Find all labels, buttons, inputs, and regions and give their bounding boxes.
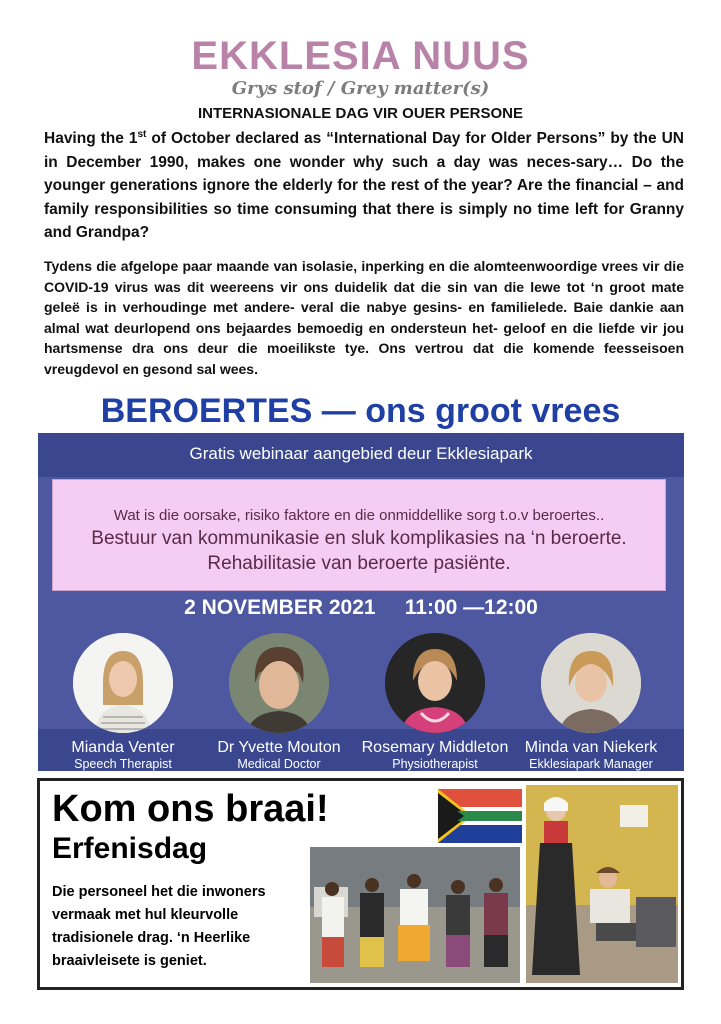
speaker-name: Minda van Niekerk [524,739,658,756]
intro-english-pre: Having the 1 [44,130,138,147]
webinar-topic: Bestuur van kommunikasie en sluk komplikasies na ‘n beroerte. [91,528,627,549]
intro-english-post: of October declared as “International Day for Older Persons” by the UN in December 1990, makes one wonder why such a day was neces-sary… Do the younger generations ignore the elderly for the rest of the year? Are the financial – and family responsibilities so time consuming that there is simply no time left for Granny and Grandpa? [44,130,684,241]
heritage-title: Kom ons braai! [52,788,329,830]
speaker-photo [385,633,485,733]
south-africa-flag-icon [438,789,522,843]
speaker-name: Mianda Venter [71,739,175,756]
speaker-photo [541,633,641,733]
couple-photo-icon [526,785,678,983]
webinar-date: 2 NOVEMBER 2021 [184,596,376,619]
webinar-time: 11:00 —12:00 [404,596,538,619]
speaker-role: Ekklesiapark Manager [529,757,653,771]
newsletter-subtitle: Grys stof / Grey matter(s) [231,78,490,99]
heritage-day-box [37,778,684,990]
speaker-role: Speech Therapist [74,757,172,771]
speaker-card [516,633,666,771]
speaker-portrait-icon [229,633,329,733]
staff-traditional-dress-photo [310,847,520,983]
speaker-role: Physiotherapist [392,757,478,771]
webinar-banner [38,433,684,771]
speaker-name: Rosemary Middleton [361,739,509,756]
heritage-body: Die personeel het die inwoners vermaak met hul kleurvolle tradisionele drag. ‘n Heerlike braaivleisete is geniet. [52,884,266,969]
speaker-portrait-icon [385,633,485,733]
intro-english-sup: st [137,128,147,140]
speaker-card [204,633,354,771]
intro-afrikaans-paragraph: Tydens die afgelope paar maande van isolasie, inperking en die alomteenwoordige vrees vir die COVID-19 virus was dit weereens vir ons duidelik dat die sin van die lewe tot ‘n groot mate geleë is in verhoudinge met andere- veral die nabye gesins- en familielede. Baie dankie aan almal wat deurlopend ons bejaardes bemoedig en ondersteun het- geloof en die liefde vir jou hartsmense dra ons deur die moeilikste tye. Ons vertrou dat die komende feesseisoen vreugdevol en gesond sal wees. [44,258,684,377]
speaker-portrait-icon [73,633,173,733]
intro-english-paragraph [44,127,684,245]
speaker-photo [73,633,173,733]
older-persons-heading: INTERNASIONALE DAG VIR OUER PERSONE [197,105,524,122]
stroke-webinar-title: BEROERTES — ons groot vrees [100,392,621,430]
heritage-subtitle: Erfenisdag [52,832,208,865]
speaker-name: Dr Yvette Mouton [217,739,341,756]
speaker-card [360,633,510,771]
webinar-topic: Wat is die oorsake, risiko faktore en die onmiddellike sorg t.o.v beroertes.. [113,507,605,524]
group-photo-icon [310,847,520,983]
webinar-topics-box [52,479,666,591]
newsletter-title: EKKLESIA NUUS [191,34,530,78]
speaker-photo [229,633,329,733]
webinar-subtitle: Gratis webinaar aangebied deur Ekklesiapark [189,444,533,463]
speaker-portrait-icon [541,633,641,733]
residents-photo [526,785,678,983]
webinar-date-time [38,593,684,623]
speaker-role: Medical Doctor [237,757,321,771]
speaker-card [48,633,198,771]
webinar-topic: Rehabilitasie van beroerte pasiënte. [207,553,511,574]
